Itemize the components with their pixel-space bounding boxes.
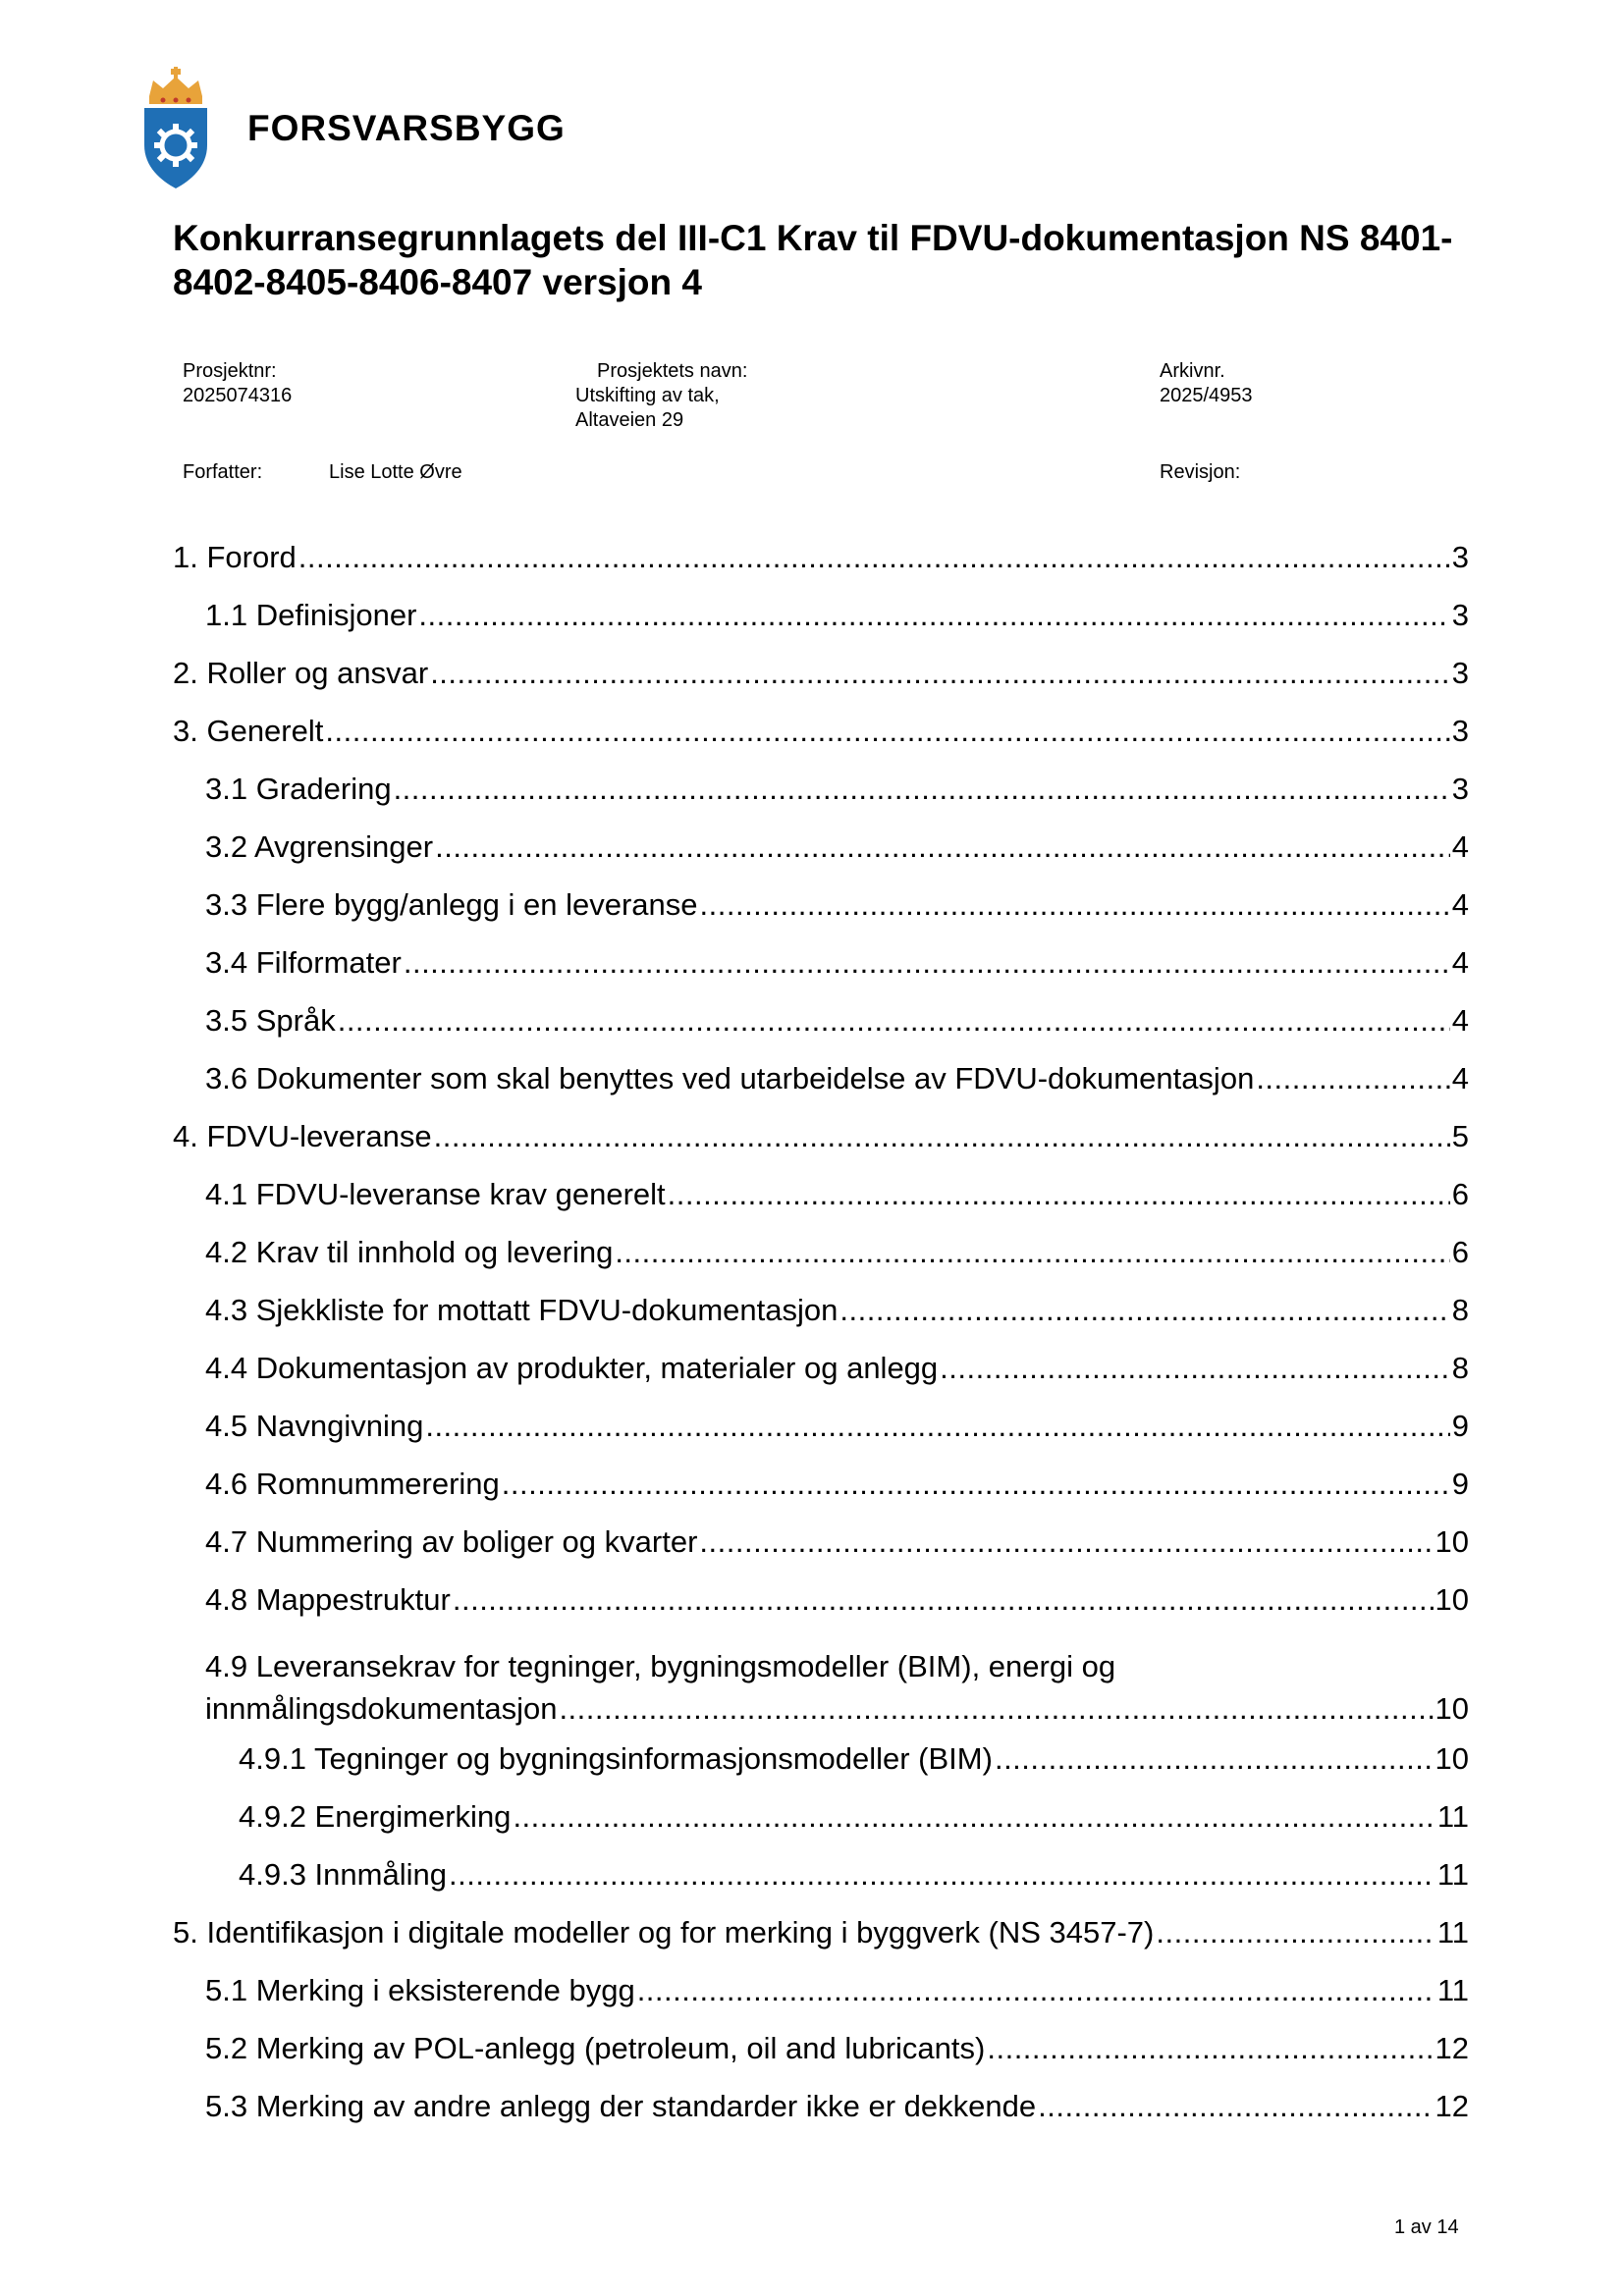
toc-entry-page: 11 xyxy=(1436,1857,1469,1892)
toc-entry-title: 4.9.1 Tegninger og bygningsinformasjonsmodeller (BIM) xyxy=(239,1741,993,1776)
project-number-value: 2025074316 xyxy=(183,385,293,406)
toc-entry-page: 6 xyxy=(1451,1235,1469,1269)
toc-entry-title: 4.2 Krav til innhold og levering xyxy=(205,1235,614,1269)
project-number-label: Prosjektnr: xyxy=(183,360,277,382)
toc-entry-title: 4. FDVU-leveranse xyxy=(173,1119,432,1153)
toc-entry-page: 4 xyxy=(1451,1003,1469,1038)
toc-entry-page: 11 xyxy=(1436,1915,1469,1949)
toc-entry-title: 4.4 Dokumentasjon av produkter, materialer og anlegg xyxy=(205,1351,939,1385)
toc-entry[interactable] xyxy=(173,528,1469,586)
toc-entry-title: 3.3 Flere bygg/anlegg i en leveranse xyxy=(205,887,698,922)
author-value: Lise Lotte Øvre xyxy=(329,461,462,483)
toc-entry-page: 6 xyxy=(1451,1177,1469,1211)
toc-entry-title: 3.5 Språk xyxy=(205,1003,336,1038)
toc-entry-page: 12 xyxy=(1435,2089,1469,2123)
toc-entry-title: 5.1 Merking i eksisterende bygg xyxy=(205,1973,635,2007)
toc-entry-page: 10 xyxy=(1435,1582,1469,1617)
toc-entry[interactable] xyxy=(173,644,1469,702)
toc-entry-page: 11 xyxy=(1436,1799,1469,1834)
toc-entry-title: 4.5 Navngivning xyxy=(205,1409,424,1443)
toc-entry[interactable] xyxy=(173,1788,1469,1845)
toc-entry-page: 9 xyxy=(1451,1409,1469,1443)
toc-entry-page: 10 xyxy=(1435,1524,1469,1559)
toc-entry[interactable] xyxy=(173,760,1469,818)
toc-entry-title: 2. Roller og ansvar xyxy=(173,656,429,690)
toc-entry[interactable] xyxy=(173,1397,1469,1455)
toc-entry[interactable] xyxy=(173,818,1469,876)
toc-entry-page: 4 xyxy=(1451,945,1469,980)
toc-entry-title: 5. Identifikasjon i digitale modeller og for merking i byggverk (NS 3457-7) xyxy=(173,1915,1155,1949)
toc-entry-title: 3. Generelt xyxy=(173,714,324,748)
toc-entry-page: 3 xyxy=(1451,540,1469,574)
page-indicator: 1 av 14 xyxy=(1394,2216,1459,2238)
toc-entry-title: 4.7 Nummering av boliger og kvarter xyxy=(205,1524,698,1559)
toc-entry[interactable] xyxy=(173,1339,1469,1397)
toc-entry-title: 4.9.2 Energimerking xyxy=(239,1799,512,1834)
toc-entry[interactable] xyxy=(173,991,1469,1049)
toc-entry[interactable] xyxy=(173,1107,1469,1165)
toc-entry-page: 11 xyxy=(1436,1973,1469,2007)
archive-number xyxy=(1160,359,1253,408)
toc-entry-page: 4 xyxy=(1451,829,1469,864)
toc-entry[interactable] xyxy=(173,1903,1469,1961)
toc-entry-page: 3 xyxy=(1451,598,1469,632)
toc-entry-page: 9 xyxy=(1451,1467,1469,1501)
toc-entry-title: 4.9 Leveransekrav for tegninger, bygningsmodeller (BIM), energi og xyxy=(205,1649,1116,1683)
project-name-line1: Utskifting av tak, xyxy=(575,385,720,406)
toc-entry-title: 4.6 Romnummerering xyxy=(205,1467,500,1501)
toc-entry[interactable] xyxy=(173,702,1469,760)
toc-entry[interactable] xyxy=(173,1961,1469,2019)
toc-entry[interactable] xyxy=(173,586,1469,644)
toc-entry-page: 3 xyxy=(1451,714,1469,748)
toc-entry-title-continued: innmålingsdokumentasjon xyxy=(205,1691,558,1726)
toc-entry[interactable] xyxy=(173,2077,1469,2135)
org-name: FORSVARSBYGG xyxy=(247,108,566,148)
table-of-contents xyxy=(173,528,1469,2135)
toc-entry-page: 8 xyxy=(1451,1293,1469,1327)
toc-entry[interactable] xyxy=(173,1281,1469,1339)
toc-entry[interactable] xyxy=(173,1049,1469,1107)
toc-entry-title: 4.9.3 Innmåling xyxy=(239,1857,447,1892)
toc-entry-title: 3.6 Dokumenter som skal benyttes ved utarbeidelse av FDVU-dokumentasjon xyxy=(205,1061,1255,1095)
toc-entry-title: 5.2 Merking av POL-anlegg (petroleum, oil and lubricants) xyxy=(205,2031,986,2065)
toc-entry-page: 4 xyxy=(1451,887,1469,922)
toc-entry-title: 4.1 FDVU-leveranse krav generelt xyxy=(205,1177,666,1211)
toc-entry-title: 4.3 Sjekkliste for mottatt FDVU-dokumentasjon xyxy=(205,1293,839,1327)
toc-entry-title: 3.1 Gradering xyxy=(205,772,392,806)
toc-entry-title: 1.1 Definisjoner xyxy=(205,598,417,632)
toc-entry[interactable] xyxy=(173,1629,1469,1730)
toc-entry-page: 5 xyxy=(1451,1119,1469,1153)
toc-entry[interactable] xyxy=(173,1730,1469,1788)
toc-entry-page: 12 xyxy=(1435,2031,1469,2065)
toc-entry[interactable] xyxy=(173,934,1469,991)
toc-entry-title: 1. Forord xyxy=(173,540,297,574)
project-name-line2: Altaveien 29 xyxy=(575,409,684,431)
archive-number-value: 2025/4953 xyxy=(1160,385,1253,406)
toc-entry[interactable] xyxy=(173,1223,1469,1281)
document-title: Konkurransegrunnlagets del III-C1 Krav til FDVU-dokumentasjon NS 8401-8402-8405-8406-8407 versjon 4 xyxy=(173,218,1453,302)
revision-label: Revisjon: xyxy=(1160,461,1241,483)
toc-entry-page: 8 xyxy=(1451,1351,1469,1385)
toc-entry[interactable] xyxy=(173,876,1469,934)
project-name-label: Prosjektets navn: xyxy=(597,360,748,382)
toc-entry-page: 10 xyxy=(1435,1691,1469,1726)
toc-entry[interactable] xyxy=(173,1845,1469,1903)
project-number xyxy=(183,359,292,408)
toc-entry-title: 4.8 Mappestruktur xyxy=(205,1582,451,1617)
toc-entry-page: 3 xyxy=(1451,656,1469,690)
forsvarsbygg-crest-icon xyxy=(141,67,210,190)
toc-entry-title: 5.3 Merking av andre anlegg der standarder ikke er dekkende xyxy=(205,2089,1037,2123)
toc-entry[interactable] xyxy=(173,1513,1469,1571)
toc-entry-page: 4 xyxy=(1451,1061,1469,1095)
toc-entry-page: 10 xyxy=(1435,1741,1469,1776)
project-name xyxy=(575,359,747,433)
toc-entry[interactable] xyxy=(173,1571,1469,1629)
toc-entry-title: 3.4 Filformater xyxy=(205,945,402,980)
author-label: Forfatter: xyxy=(183,461,263,483)
toc-entry-title: 3.2 Avgrensinger xyxy=(205,829,434,864)
archive-number-label: Arkivnr. xyxy=(1160,360,1225,382)
toc-entry-page: 3 xyxy=(1451,772,1469,806)
toc-entry[interactable] xyxy=(173,2019,1469,2077)
toc-entry[interactable] xyxy=(173,1455,1469,1513)
toc-entry[interactable] xyxy=(173,1165,1469,1223)
